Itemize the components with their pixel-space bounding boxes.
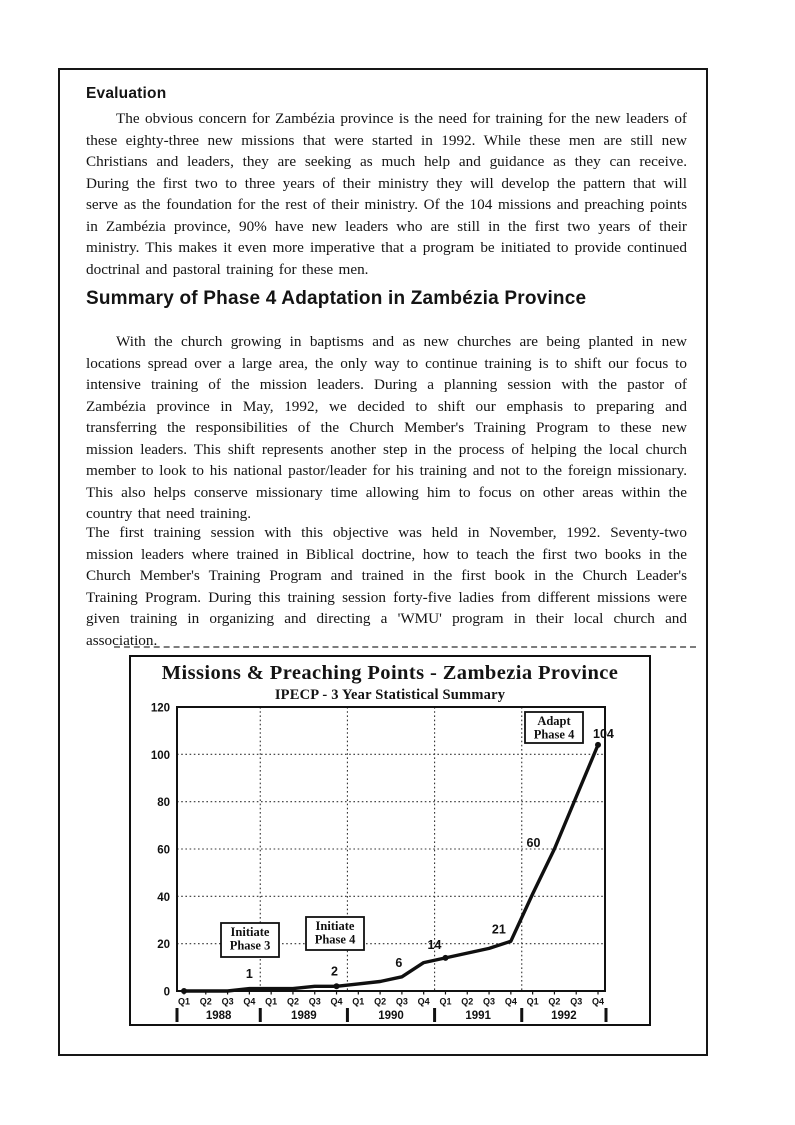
annotation-label: Phase 3 — [229, 938, 271, 953]
chart-panel — [129, 655, 651, 1026]
y-axis-tick-label: 60 — [157, 844, 170, 857]
x-axis-quarter-label: Q2 — [548, 996, 561, 1007]
x-axis-quarter-label: Q4 — [592, 996, 605, 1007]
data-point-marker — [181, 988, 187, 994]
x-axis-quarter-label: Q3 — [483, 996, 496, 1007]
x-axis-quarter-label: Q2 — [286, 996, 299, 1007]
annotation-label: Adapt — [537, 714, 571, 728]
data-value-label: 104 — [593, 726, 614, 741]
x-axis-quarter-label: Q1 — [265, 996, 278, 1007]
x-axis-quarter-label: Q4 — [417, 996, 430, 1007]
x-axis-quarter-label: Q2 — [461, 996, 474, 1007]
x-axis-year-label: 1991 — [465, 1010, 491, 1022]
x-axis-year-label: 1990 — [378, 1010, 404, 1022]
x-axis-quarter-label: Q2 — [374, 996, 387, 1007]
y-axis-tick-label: 100 — [150, 749, 170, 762]
y-axis-tick-label: 40 — [157, 891, 170, 904]
x-axis-quarter-label: Q4 — [243, 996, 256, 1007]
chart-title: Missions & Preaching Points - Zambezia Province — [161, 662, 619, 684]
x-axis-quarter-label: Q3 — [570, 996, 583, 1007]
y-axis-tick-label: 20 — [157, 939, 170, 952]
y-axis-tick-label: 80 — [157, 797, 170, 810]
data-value-label: 6 — [395, 955, 403, 970]
annotation-label: Phase 4 — [533, 727, 575, 742]
data-value-label: 2 — [331, 964, 339, 979]
x-axis-quarter-label: Q3 — [395, 996, 408, 1007]
data-value-label: 21 — [491, 922, 506, 937]
x-axis-quarter-label: Q2 — [199, 996, 212, 1007]
x-axis-quarter-label: Q1 — [352, 996, 365, 1007]
data-value-label: 14 — [427, 937, 442, 952]
x-axis-quarter-label: Q3 — [308, 996, 321, 1007]
x-axis-quarter-label: Q1 — [526, 996, 539, 1007]
y-axis-tick-label: 0 — [163, 986, 170, 999]
dashed-divider-rule — [114, 646, 696, 648]
x-axis-year-label: 1988 — [205, 1010, 232, 1022]
y-axis-tick-label: 120 — [150, 702, 170, 715]
x-axis-quarter-label: Q4 — [504, 996, 517, 1007]
data-point-marker — [334, 983, 340, 989]
annotation-label: Initiate — [315, 919, 355, 933]
x-axis-quarter-label: Q1 — [177, 996, 191, 1007]
summary-paragraph-1: With the church growing in baptisms and as new churches are being planted in new locations spread over a large area, the only way to continue training is to shift our focus to intensive training of the mission leaders. During a planning session with the pastor of Zambézia province in May, 1992, we decided to shift our emphasis to preparing and transferring the responsibilities of the Church Member's Training Program to these new mission leaders. This shift represents another step in the process of helping the local church member to look to his national pastor/leader for his training and not to the foreign missionary. This also helps conserve missionary time allowing him to focus on other areas within the country that need training. — [86, 333, 687, 522]
x-axis-quarter-label: Q4 — [330, 996, 343, 1007]
x-axis-year-label: 1992 — [551, 1010, 577, 1022]
statistics-line-chart — [131, 657, 648, 1023]
evaluation-heading: Evaluation — [86, 85, 167, 102]
x-axis-quarter-label: Q3 — [221, 996, 234, 1007]
data-point-marker — [595, 742, 601, 748]
annotation-label: Phase 4 — [314, 932, 356, 947]
data-value-label: 1 — [245, 967, 253, 982]
evaluation-paragraph: The obvious concern for Zambézia province is the need for training for the new leaders of these eighty-three new missions that were started in 1992. While these men are still new Christians and leaders, they are seeking as much help and guidance as they can receive. During the first two to three years of their ministry they will develop the pattern that will serve as the foundation for the rest of their ministry. Of the 104 missions and preaching points in Zambézia province, 90% have new leaders who are still in the first two years of their ministry. This makes it even more imperative that a program be initiated to provide continued doctrinal and pastoral training for these men. — [86, 110, 687, 278]
page-border-frame — [58, 68, 708, 1056]
summary-paragraph-2: The first training session with this objective was held in November, 1992. Seventy-two mission leaders where trained in Biblical doctrine, how to teach the first two books in the Church Member's Training Program and trained in the first book in the Church Leader's Training Program. During this training session forty-five ladies from different missions were given training in organizing and directing a 'WMU' program in their local church and association. — [86, 524, 687, 649]
data-value-label: 60 — [526, 836, 541, 850]
annotation-label: Initiate — [230, 925, 270, 939]
summary-heading: Summary of Phase 4 Adaptation in Zambézia Province — [86, 288, 587, 309]
x-axis-quarter-label: Q1 — [439, 996, 452, 1007]
x-axis-year-label: 1989 — [291, 1010, 317, 1022]
chart-subtitle: IPECP - 3 Year Statistical Summary — [274, 687, 506, 703]
data-point-marker — [442, 955, 448, 961]
